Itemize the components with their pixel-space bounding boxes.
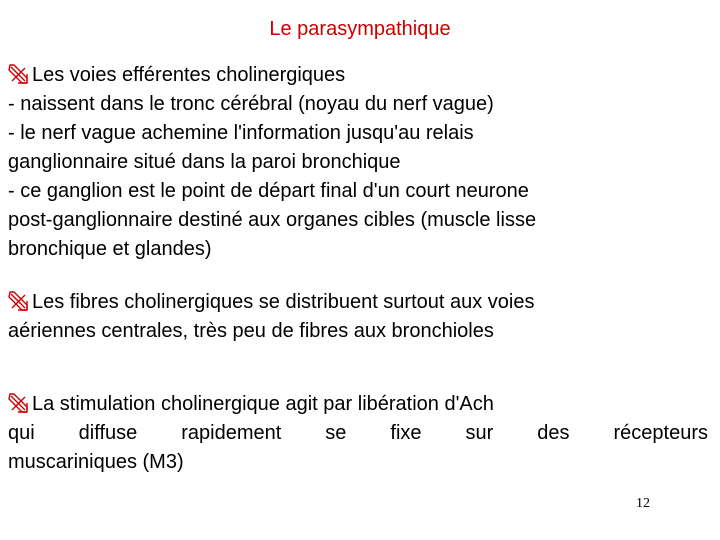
bullet-text: La stimulation cholinergique agit par libération d'Ach bbox=[32, 393, 494, 415]
arrow-bullet-icon bbox=[8, 291, 28, 311]
section-cholinergic-stimulation bbox=[8, 390, 708, 477]
body-line: bronchique et glandes) bbox=[8, 238, 212, 260]
body-line-justified: qui diffuse rapidement se fixe sur des récepteurs bbox=[8, 422, 708, 444]
body-line: muscariniques (M3) bbox=[8, 451, 184, 473]
section-heading: Les voies efférentes cholinergiques bbox=[32, 64, 346, 86]
section-efferent-pathways bbox=[8, 61, 708, 264]
arrow-bullet-icon bbox=[8, 393, 28, 413]
bullet-line bbox=[8, 288, 708, 317]
bullet-line bbox=[8, 390, 708, 419]
body-line: - ce ganglion est le point de départ final d'un court neurone bbox=[8, 180, 529, 202]
section-heading-line bbox=[8, 61, 708, 90]
body-line: - naissent dans le tronc cérébral (noyau du nerf vague) bbox=[8, 93, 494, 115]
bullet-text: Les fibres cholinergiques se distribuent surtout aux voies bbox=[32, 291, 535, 313]
body-line: post-ganglionnaire destiné aux organes cibles (muscle lisse bbox=[8, 209, 537, 231]
section-fiber-distribution bbox=[8, 288, 708, 346]
slide-title: Le parasympathique bbox=[269, 18, 451, 40]
body-line: aériennes centrales, très peu de fibres aux bronchioles bbox=[8, 320, 494, 342]
page-number: 12 bbox=[636, 496, 650, 511]
arrow-bullet-icon bbox=[8, 64, 28, 84]
body-line: - le nerf vague achemine l'information jusqu'au relais bbox=[8, 122, 474, 144]
body-line: ganglionnaire situé dans la paroi bronchique bbox=[8, 151, 401, 173]
